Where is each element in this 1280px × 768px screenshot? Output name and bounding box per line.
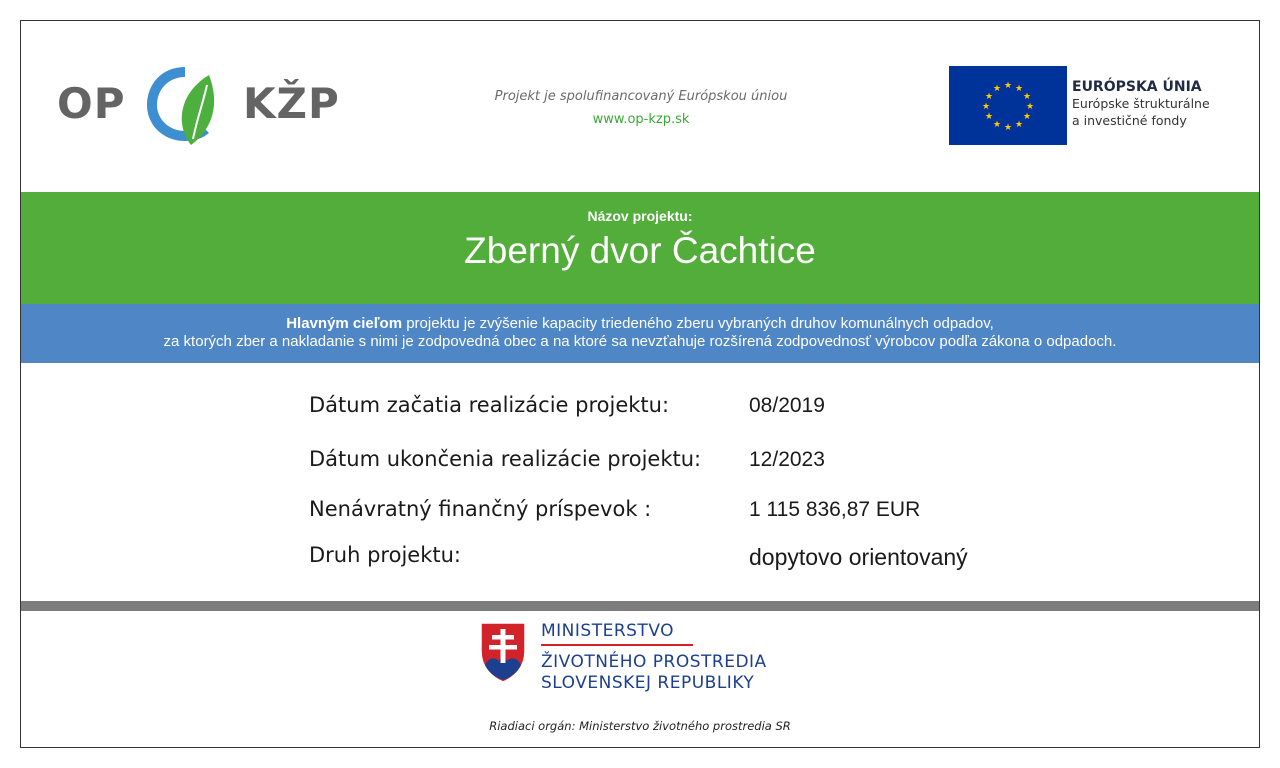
project-billboard [20,20,1260,748]
detail-row-start-date [309,393,1069,423]
svg-text:★: ★ [984,112,994,122]
goal-line-1 [21,315,1259,333]
ministry-red-rule [541,644,693,646]
project-goal-band [21,304,1259,363]
project-name-band [21,192,1259,304]
eu-text-block [1072,79,1252,129]
op-logo-right-text: KŽP [243,79,340,128]
project-title: Zberný dvor Čachtice [464,230,816,271]
detail-value: dopytovo orientovaný [749,544,968,570]
eu-line-1: Európske štrukturálne [1072,96,1210,111]
svg-text:★: ★ [1003,123,1013,133]
eu-line-2: a investičné fondy [1072,113,1187,128]
detail-value: 12/2023 [749,448,825,471]
cofinancing-url[interactable]: www.op-kzp.sk [592,112,690,127]
goal-bold-text: Hlavným cieľom [286,315,403,332]
svg-text:★: ★ [1022,92,1032,102]
slovak-coat-of-arms-icon [479,621,527,683]
goal-line-2: za ktorých zber a nakladanie s nimi je zodpovedná obec a na ktoré sa nevzťahuje rozšírená zodpovednosť výrobcov podľa zákona o odpadoch. [163,333,1117,350]
svg-text:★: ★ [1022,112,1032,122]
cofinancing-text: Projekt je spolufinancovaný Európskou úniou [494,89,788,104]
leaf-drop-icon [141,61,231,153]
ministry-line-2: ŽIVOTNÉHO PROSTREDIA [541,652,767,672]
detail-row-grant [309,497,1069,527]
op-logo-left-text: OP [57,79,126,128]
svg-text:★: ★ [984,92,994,102]
svg-text:★: ★ [992,84,1002,94]
project-name-label: Názov projektu: [587,208,693,224]
detail-label: Druh projektu: [309,543,461,567]
ministry-text [541,621,767,694]
svg-text:★: ★ [1025,102,1035,112]
header [21,21,1259,192]
ministry-line-1: MINISTERSTVO [541,621,675,641]
detail-value: 08/2019 [749,394,825,417]
divider-bar [21,601,1259,611]
op-kzp-logo [57,61,347,153]
svg-text:★: ★ [1003,81,1013,91]
svg-text:★: ★ [1014,120,1024,130]
goal-line-1-rest: projektu je zvýšenie kapacity triedeného zberu vybraných druhov komunálnych odpadov, [402,315,994,332]
detail-row-type [309,543,1069,573]
ministry-line-3: SLOVENSKEJ REPUBLIKY [541,673,755,693]
detail-value: 1 115 836,87 EUR [749,498,921,521]
svg-text:★: ★ [992,120,1002,130]
managing-authority-note: Riadiaci orgán: Ministerstvo životného prostredia SR [489,719,791,733]
detail-label: Dátum ukončenia realizácie projektu: [309,447,702,471]
eu-flag-icon [949,66,1067,145]
eu-title: EURÓPSKA ÚNIA [1072,79,1202,95]
detail-label: Nenávratný finančný príspevok : [309,497,652,521]
detail-label: Dátum začatia realizácie projektu: [309,393,670,417]
cofinancing-note [441,89,841,127]
svg-text:★: ★ [1014,84,1024,94]
svg-text:★: ★ [981,102,991,112]
detail-row-end-date [309,447,1069,477]
